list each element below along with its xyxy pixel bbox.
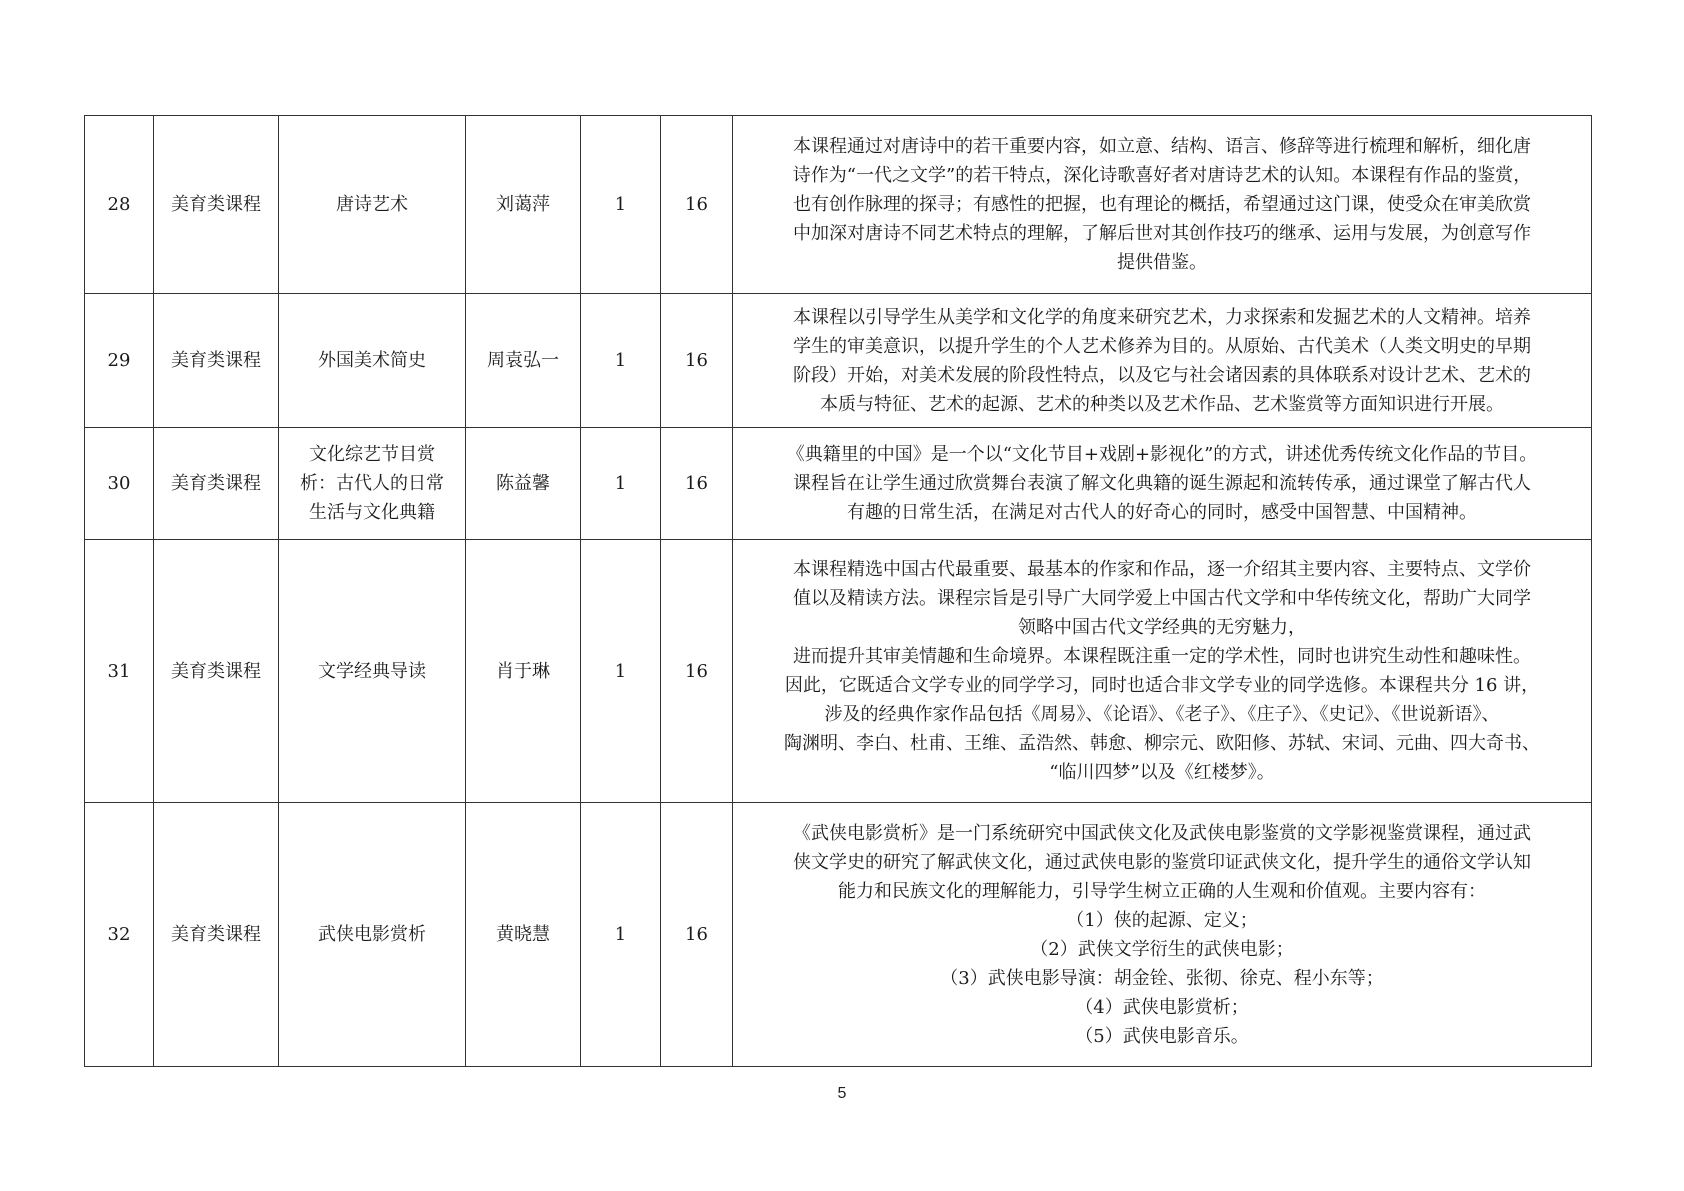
description-line: “临川四梦”以及《红楼梦》。 bbox=[1049, 762, 1275, 783]
course-teacher: 陈益馨 bbox=[466, 428, 581, 540]
description-line: 《武侠电影赏析》是一门系统研究中国武侠文化及武侠电影鉴赏的文学影视鉴赏课程，通过武 bbox=[793, 822, 1531, 844]
course-category: 美育类课程 bbox=[154, 428, 279, 540]
description-line: 能力和民族文化的理解能力，引导学生树立正确的人生观和价值观。主要内容有： bbox=[838, 880, 1486, 902]
description-line: 学生的审美意识，以提升学生的个人艺术修养为目的。从原始、古代美术（人类文明史的早期 bbox=[793, 335, 1531, 357]
description-line: （1）侠的起源、定义； bbox=[1066, 909, 1258, 931]
course-hours: 16 bbox=[661, 428, 733, 540]
description-line: 阶段）开始，对美术发展的阶段性特点，以及它与社会诸因素的具体联系对设计艺术、艺术的 bbox=[793, 364, 1531, 386]
course-credits: 1 bbox=[581, 803, 661, 1067]
course-hours: 16 bbox=[661, 116, 733, 294]
table-row bbox=[85, 803, 1592, 1067]
description-line: （5）武侠电影音乐。 bbox=[1075, 1025, 1249, 1047]
course-teacher: 黄晓慧 bbox=[466, 803, 581, 1067]
course-number: 30 bbox=[85, 428, 154, 540]
course-name-line: 生活与文化典籍 bbox=[309, 502, 435, 523]
course-category: 美育类课程 bbox=[154, 803, 279, 1067]
table-row bbox=[85, 116, 1592, 294]
description-line: 进而提升其审美情趣和生命境界。本课程既注重一定的学术性，同时也讲究生动性和趣味性。 bbox=[793, 646, 1531, 667]
course-number: 28 bbox=[85, 116, 154, 294]
description-line: 诗作为“一代之文学”的若干特点，深化诗歌喜好者对唐诗艺术的认知。本课程有作品的鉴赏， bbox=[792, 165, 1532, 186]
description-line: 本质与特征、艺术的起源、艺术的种类以及艺术作品、艺术鉴赏等方面知识进行开展。 bbox=[820, 393, 1504, 415]
description-line: 本课程精选中国古代最重要、最基本的作家和作品，逐一介绍其主要内容、主要特点、文学价 bbox=[793, 559, 1531, 580]
course-name: 外国美术简史 bbox=[279, 294, 466, 428]
course-teacher: 刘蔼萍 bbox=[466, 116, 581, 294]
description-line: （2）武侠文学衍生的武侠电影； bbox=[1030, 938, 1294, 960]
course-name-line: 析：古代人的日常 bbox=[300, 473, 444, 494]
description-line: 《典籍里的中国》是一个以“文化节目+戏剧+影视化”的方式，讲述优秀传统文化作品的节目。 bbox=[786, 444, 1538, 465]
description-line: 陶渊明、李白、杜甫、王维、孟浩然、韩愈、柳宗元、欧阳修、苏轼、宋词、元曲、四大奇书、 bbox=[784, 733, 1540, 754]
description-line: 提供借鉴。 bbox=[1117, 252, 1207, 273]
description-line: 有趣的日常生活，在满足对古代人的好奇心的同时，感受中国智慧、中国精神。 bbox=[847, 502, 1477, 523]
course-hours: 16 bbox=[661, 803, 733, 1067]
description-line: （4）武侠电影赏析； bbox=[1075, 996, 1249, 1018]
course-number: 29 bbox=[85, 294, 154, 428]
description-line: 因此，它既适合文学专业的同学学习，同时也适合非文学专业的同学选修。本课程共分 16 讲， bbox=[784, 675, 1540, 696]
course-credits: 1 bbox=[581, 116, 661, 294]
course-teacher: 周袁弘一 bbox=[466, 294, 581, 428]
course-credits: 1 bbox=[581, 294, 661, 428]
course-description bbox=[733, 294, 1592, 428]
description-line: 值以及精读方法。课程宗旨是引导广大同学爱上中国古代文学和中华传统文化，帮助广大同学 bbox=[793, 588, 1531, 609]
description-line: 涉及的经典作家作品包括《周易》、《论语》、《老子》、《庄子》、《史记》、《世说新语》、 bbox=[824, 704, 1500, 725]
course-name: 武侠电影赏析 bbox=[279, 803, 466, 1067]
course-number: 32 bbox=[85, 803, 154, 1067]
description-line: 中加深对唐诗不同艺术特点的理解，了解后世对其创作技巧的继承、运用与发展，为创意写作 bbox=[793, 223, 1531, 244]
course-description bbox=[733, 116, 1592, 294]
description-line: 侠文学史的研究了解武侠文化，通过武侠电影的鉴赏印证武侠文化，提升学生的通俗文学认知 bbox=[793, 851, 1531, 873]
course-name: 文学经典导读 bbox=[279, 540, 466, 803]
course-category: 美育类课程 bbox=[154, 294, 279, 428]
description-line: （3）武侠电影导演：胡金铨、张彻、徐克、程小东等； bbox=[940, 967, 1384, 989]
course-category: 美育类课程 bbox=[154, 540, 279, 803]
course-table-body bbox=[85, 116, 1592, 1067]
course-hours: 16 bbox=[661, 294, 733, 428]
course-description bbox=[733, 803, 1592, 1067]
course-name bbox=[279, 428, 466, 540]
page-number: 5 bbox=[837, 1085, 847, 1102]
course-table bbox=[84, 115, 1592, 1067]
course-name: 唐诗艺术 bbox=[279, 116, 466, 294]
course-credits: 1 bbox=[581, 428, 661, 540]
description-line: 本课程通过对唐诗中的若干重要内容，如立意、结构、语言、修辞等进行梳理和解析，细化唐 bbox=[793, 136, 1531, 157]
description-line: 本课程以引导学生从美学和文化学的角度来研究艺术，力求探索和发掘艺术的人文精神。培养 bbox=[793, 306, 1531, 328]
description-line: 也有创作脉理的探寻；有感性的把握，也有理论的概括，希望通过这门课，使受众在审美欣赏 bbox=[793, 194, 1531, 215]
table-row bbox=[85, 540, 1592, 803]
course-credits: 1 bbox=[581, 540, 661, 803]
course-category: 美育类课程 bbox=[154, 116, 279, 294]
course-description bbox=[733, 540, 1592, 803]
table-row bbox=[85, 294, 1592, 428]
description-line: 课程旨在让学生通过欣赏舞台表演了解文化典籍的诞生源起和流转传承，通过课堂了解古代人 bbox=[793, 473, 1531, 494]
course-description bbox=[733, 428, 1592, 540]
course-teacher: 肖于琳 bbox=[466, 540, 581, 803]
description-line: 领略中国古代文学经典的无穷魅力， bbox=[1018, 617, 1306, 638]
course-name-line: 文化综艺节目赏 bbox=[309, 444, 435, 465]
table-row bbox=[85, 428, 1592, 540]
course-number: 31 bbox=[85, 540, 154, 803]
course-hours: 16 bbox=[661, 540, 733, 803]
